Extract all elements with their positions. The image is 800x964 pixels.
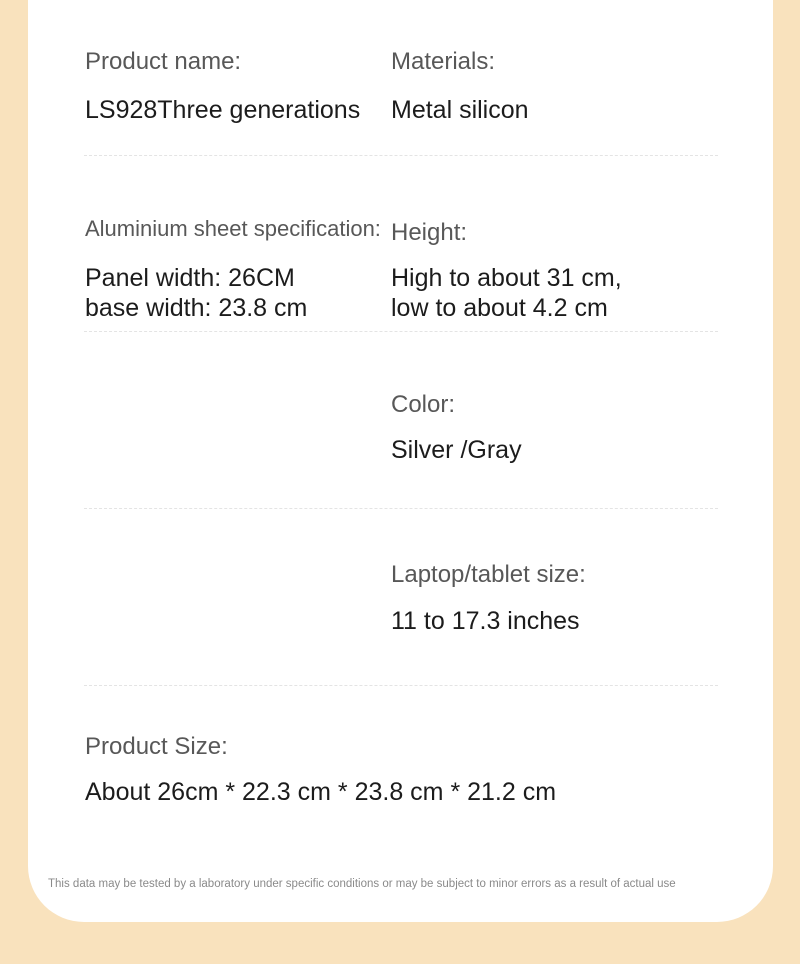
divider [84,331,718,332]
product-name-label: Product name: [85,48,242,75]
color-value: Silver /Gray [391,436,522,464]
laptop-size-value: 11 to 17.3 inches [391,607,580,635]
height-label: Height: [391,219,468,246]
color-label: Color: [391,391,456,418]
aluminium-spec-line-1: Panel width: 26CM [85,264,295,292]
height-line-2: low to about 4.2 cm [391,294,608,322]
aluminium-spec-line-2: base width: 23.8 cm [85,294,308,322]
laptop-size-label: Laptop/tablet size: [391,561,586,588]
product-name-value: LS928Three generations [85,96,361,124]
disclaimer-text: This data may be tested by a laboratory under specific conditions or may be subject to minor errors as a result of actual use [48,878,676,890]
divider [84,508,718,509]
materials-label: Materials: [391,48,496,75]
aluminium-spec-label: Aluminium sheet specification: [85,216,381,241]
height-line-1: High to about 31 cm, [391,264,622,292]
divider [84,155,718,156]
product-size-value: About 26cm * 22.3 cm * 23.8 cm * 21.2 cm [85,778,557,806]
product-size-label: Product Size: [85,733,228,760]
divider [84,685,718,686]
materials-value: Metal silicon [391,96,529,124]
